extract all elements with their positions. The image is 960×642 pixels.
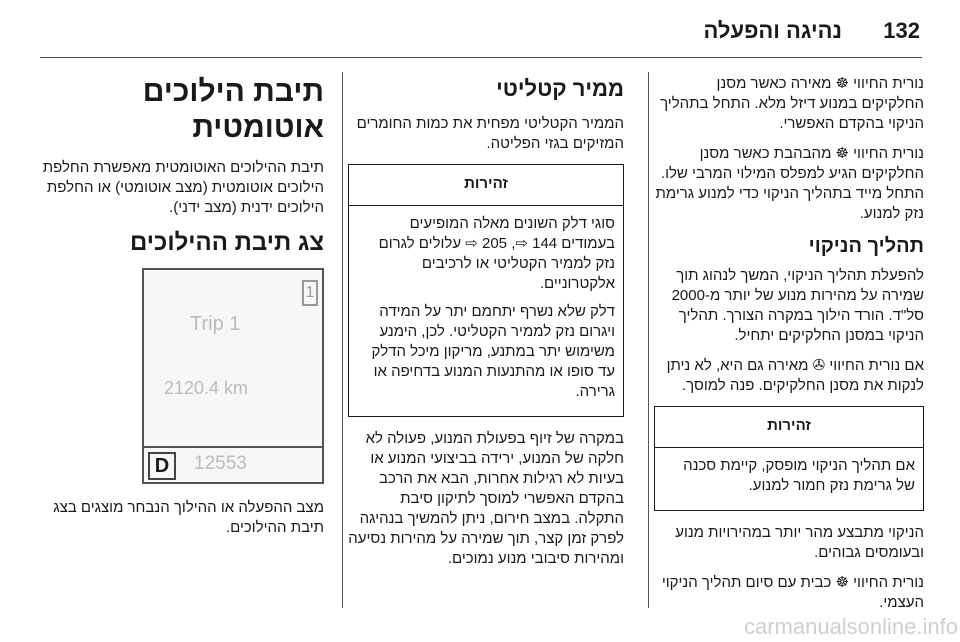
- gear-number-indicator: 1: [302, 280, 318, 306]
- transmission-display: [142, 268, 324, 484]
- middle-column: [348, 74, 624, 579]
- trip-label: Trip 1: [190, 313, 241, 335]
- page-header: [0, 0, 960, 62]
- warning-text: סוגי דלק השונים מאלה המופיעים בעמודים 144 ⇨, 205 ⇨ עלולים לגרום נזק לממיר הקטליטי או לרכיבים אלקטרוניים.: [378, 215, 615, 292]
- column-divider-right: [648, 72, 649, 608]
- warning-box: [654, 406, 924, 511]
- paragraph: אם נורית החיווי ✇ מאירה גם היא, לא ניתן לנקות את מסנן החלקיקים. פנה למוסך.: [666, 357, 924, 394]
- column-divider-left: [342, 72, 343, 608]
- paragraph: נורית החיווי ☸ מאירה כאשר מסנן החלקיקים במנוע דיזל מלא. התחל בתהליך הניקוי בהקדם האפשרי.: [660, 75, 924, 132]
- watermark: carmanualsonline.info: [743, 614, 958, 639]
- paragraph: להפעלת תהליך הניקוי, המשך לנהוג תוך שמירה על מהירות מנוע של יותר מ-2000 סל"ד. הורד הילוך במקרה הצורך. תהליך הניקוי במסנן החלקיקים יתחיל.: [671, 267, 924, 344]
- page-number: 132: [883, 18, 920, 43]
- display-bottom-strip: [144, 446, 322, 482]
- odometer-readout: 12553: [194, 453, 247, 474]
- section-heading: ממיר קטליטי: [496, 76, 624, 101]
- left-column: [38, 74, 324, 548]
- paragraph: במקרה של זיוף בפעולת המנוע, פעולה לא חלקה של המנוע, ירידה בביצועי המנוע או בעיות לא רגילות אחרות, הבא את הרכב בהקדם האפשרי למוסך לתיקון סיבת התקלה. במצב חירום, ניתן להמשיך בנהיגה לפרק זמן קצר, תוך שמירה על מהירות נסיעה ומהירות סיבובי מנוע נמוכים.: [348, 430, 624, 567]
- chapter-title: נהיגה והפעלה: [703, 18, 842, 43]
- header-rule: [40, 57, 922, 58]
- subheading: צג תיבת ההילוכים: [130, 229, 324, 256]
- warning-text: דלק שלא נשרף יתחמם יתר על המידה ויגרום נזק לממיר הקטליטי. לכן, הימנע משימוש יתר במתנע, מריקון מיכל הדלק עד סופו או מהתנעות המנוע בדחיפה או גרירה.: [371, 303, 615, 400]
- paragraph: נורית החיווי ☸ כבית עם סיום תהליך הניקוי העצמי.: [661, 574, 924, 611]
- paragraph: הממיר הקטליטי מפחית את כמות החומרים המזיקים בגזי הפליטה.: [356, 115, 624, 152]
- gear-letter-indicator: D: [148, 452, 176, 480]
- right-column: [654, 74, 924, 623]
- paragraph: הניקוי מתבצע מהר יותר במהירויות מנוע ובעומסים גבוהים.: [675, 524, 924, 561]
- warning-text: אם תהליך הניקוי מופסק, קיימת סכנה של גרימת נזק חמור למנוע.: [683, 457, 915, 494]
- warning-title: זהירות: [655, 407, 923, 448]
- warning-title: זהירות: [349, 165, 623, 206]
- distance-readout: 2120.4 km: [164, 378, 249, 398]
- warning-box: [348, 164, 624, 417]
- section-heading: תהליך הניקוי: [808, 235, 924, 257]
- paragraph: תיבת ההילוכים האוטומטית מאפשרת החלפת הילוכים אוטומטית (מצב אוטומטי) או החלפת הילוכים ידנית (מצב ידני).: [42, 159, 324, 216]
- figure-caption: מצב ההפעלה או ההילוך הנבחר מוצגים בצג תיבת ההילוכים.: [53, 499, 324, 536]
- section-heading: תיבת הילוכים אוטומטית: [142, 75, 324, 144]
- paragraph: נורית החיווי ☸ מהבהבת כאשר מסנן החלקיקים הגיע למפלס המילוי המרבי שלו. התחל מייד בתהליך הניקוי כדי למנוע גרימת נזק למנוע.: [655, 145, 924, 222]
